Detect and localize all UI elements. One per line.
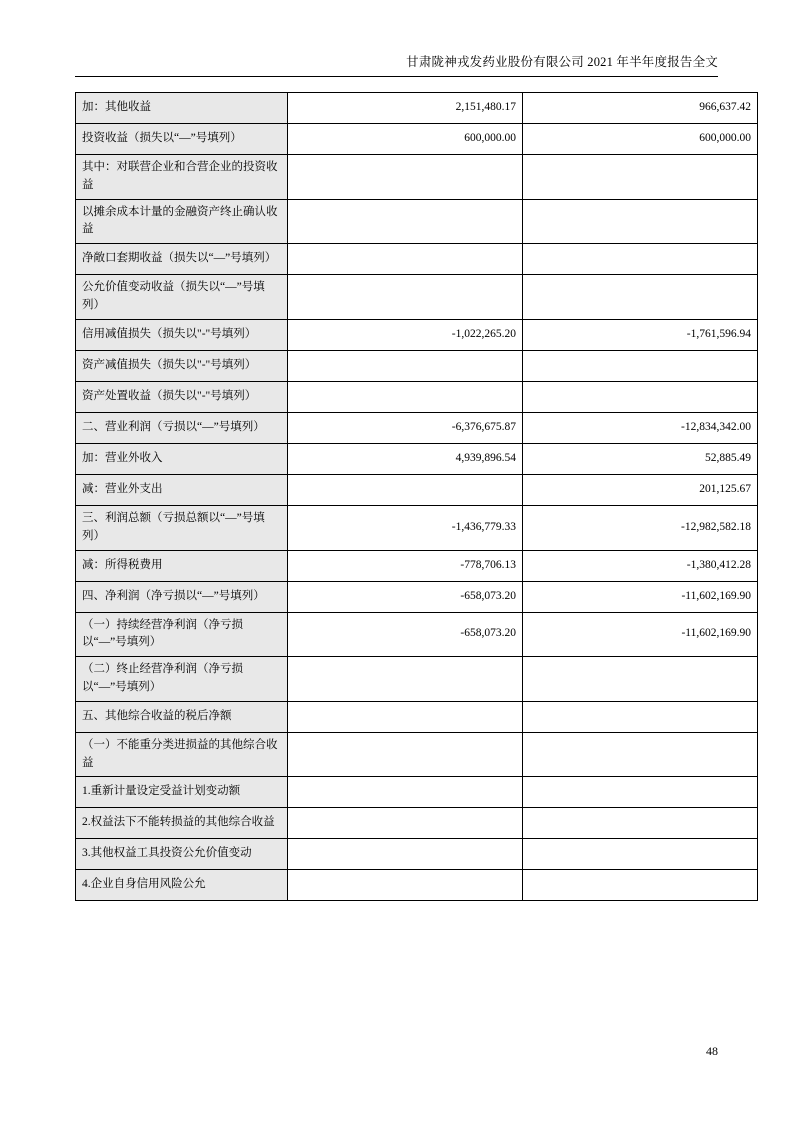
- table-row: [76, 777, 758, 808]
- row-prior-amount: -11,602,169.90: [523, 581, 758, 612]
- table-row: [76, 474, 758, 505]
- row-prior-amount: [523, 808, 758, 839]
- row-current-amount: [288, 657, 523, 702]
- row-prior-amount: -1,761,596.94: [523, 319, 758, 350]
- row-prior-amount: -1,380,412.28: [523, 550, 758, 581]
- row-label: （一）持续经营净利润（净亏损以“—”号填列）: [76, 612, 288, 657]
- page-header: 甘肃陇神戎发药业股份有限公司 2021 年半年度报告全文: [406, 55, 718, 69]
- table-row: [76, 155, 758, 200]
- row-current-amount: [288, 350, 523, 381]
- row-prior-amount: -12,982,582.18: [523, 505, 758, 550]
- row-prior-amount: [523, 199, 758, 244]
- table-row: [76, 443, 758, 474]
- row-current-amount: 4,939,896.54: [288, 443, 523, 474]
- row-label: 3.其他权益工具投资公允价值变动: [76, 839, 288, 870]
- table-row: [76, 93, 758, 124]
- row-prior-amount: 52,885.49: [523, 443, 758, 474]
- table-row: [76, 199, 758, 244]
- row-prior-amount: [523, 244, 758, 275]
- row-current-amount: [288, 244, 523, 275]
- table-row: [76, 581, 758, 612]
- row-current-amount: [288, 474, 523, 505]
- row-current-amount: [288, 777, 523, 808]
- row-label: 加：其他收益: [76, 93, 288, 124]
- header-divider: [75, 76, 718, 77]
- financial-table-container: [75, 92, 751, 901]
- row-current-amount: [288, 701, 523, 732]
- row-label: （二）终止经营净利润（净亏损以“—”号填列）: [76, 657, 288, 702]
- income-statement-table: [75, 92, 758, 901]
- table-row: [76, 550, 758, 581]
- row-current-amount: 2,151,480.17: [288, 93, 523, 124]
- row-label: 资产处置收益（损失以"-"号填列）: [76, 381, 288, 412]
- row-current-amount: -658,073.20: [288, 581, 523, 612]
- table-row: [76, 839, 758, 870]
- row-label: 净敞口套期收益（损失以“—”号填列）: [76, 244, 288, 275]
- table-row: [76, 381, 758, 412]
- row-label: 投资收益（损失以“—”号填列）: [76, 124, 288, 155]
- row-label: 加：营业外收入: [76, 443, 288, 474]
- row-label: （一）不能重分类进损益的其他综合收益: [76, 732, 288, 777]
- page-number: 48: [706, 1044, 718, 1058]
- row-label: 减：所得税费用: [76, 550, 288, 581]
- row-prior-amount: [523, 657, 758, 702]
- row-prior-amount: [523, 381, 758, 412]
- row-prior-amount: 600,000.00: [523, 124, 758, 155]
- row-label: 二、营业利润（亏损以“—”号填列）: [76, 412, 288, 443]
- row-current-amount: [288, 199, 523, 244]
- row-prior-amount: 966,637.42: [523, 93, 758, 124]
- table-row: [76, 657, 758, 702]
- row-prior-amount: [523, 155, 758, 200]
- row-label: 公允价值变动收益（损失以“—”号填列）: [76, 275, 288, 320]
- table-row: [76, 319, 758, 350]
- row-label: 4.企业自身信用风险公允: [76, 870, 288, 901]
- row-current-amount: -778,706.13: [288, 550, 523, 581]
- row-prior-amount: [523, 275, 758, 320]
- row-label: 信用减值损失（损失以"-"号填列）: [76, 319, 288, 350]
- table-row: [76, 124, 758, 155]
- row-current-amount: [288, 732, 523, 777]
- row-label: 四、净利润（净亏损以“—”号填列）: [76, 581, 288, 612]
- row-current-amount: -658,073.20: [288, 612, 523, 657]
- row-label: 1.重新计量设定受益计划变动额: [76, 777, 288, 808]
- row-current-amount: [288, 275, 523, 320]
- row-current-amount: [288, 870, 523, 901]
- row-prior-amount: [523, 701, 758, 732]
- row-label: 三、利润总额（亏损总额以“—”号填列）: [76, 505, 288, 550]
- row-prior-amount: -11,602,169.90: [523, 612, 758, 657]
- row-prior-amount: 201,125.67: [523, 474, 758, 505]
- table-row: [76, 244, 758, 275]
- row-prior-amount: [523, 839, 758, 870]
- row-current-amount: [288, 381, 523, 412]
- row-prior-amount: [523, 870, 758, 901]
- row-label: 2.权益法下不能转损益的其他综合收益: [76, 808, 288, 839]
- row-label: 以摊余成本计量的金融资产终止确认收益: [76, 199, 288, 244]
- row-label: 其中：对联营企业和合营企业的投资收益: [76, 155, 288, 200]
- table-row: [76, 808, 758, 839]
- table-row: [76, 412, 758, 443]
- row-current-amount: -6,376,675.87: [288, 412, 523, 443]
- table-row: [76, 870, 758, 901]
- row-prior-amount: [523, 732, 758, 777]
- row-current-amount: [288, 155, 523, 200]
- row-current-amount: -1,436,779.33: [288, 505, 523, 550]
- table-body: [76, 93, 758, 901]
- row-label: 资产减值损失（损失以"-"号填列）: [76, 350, 288, 381]
- table-row: [76, 350, 758, 381]
- row-current-amount: [288, 808, 523, 839]
- row-label: 五、其他综合收益的税后净额: [76, 701, 288, 732]
- table-row: [76, 505, 758, 550]
- row-current-amount: 600,000.00: [288, 124, 523, 155]
- table-row: [76, 612, 758, 657]
- row-prior-amount: -12,834,342.00: [523, 412, 758, 443]
- table-row: [76, 701, 758, 732]
- row-current-amount: -1,022,265.20: [288, 319, 523, 350]
- row-prior-amount: [523, 350, 758, 381]
- row-prior-amount: [523, 777, 758, 808]
- row-current-amount: [288, 839, 523, 870]
- table-row: [76, 275, 758, 320]
- row-label: 减：营业外支出: [76, 474, 288, 505]
- table-row: [76, 732, 758, 777]
